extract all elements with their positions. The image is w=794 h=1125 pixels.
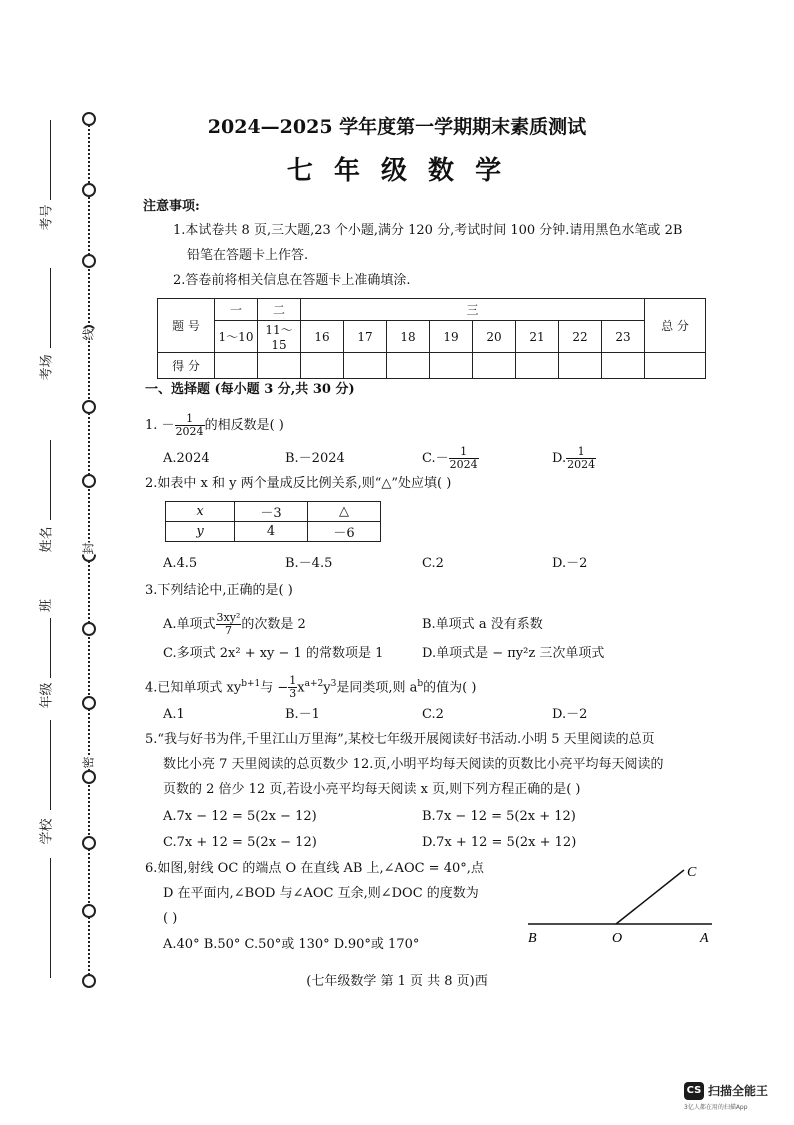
question-1-tail: 的相反数是( ) <box>204 418 284 433</box>
option-a: A.2024 <box>163 451 210 466</box>
table-cell: x <box>166 502 235 522</box>
question-number-cell: 16 <box>301 321 344 353</box>
option-c: C.2 <box>422 556 444 571</box>
point-label-c: C <box>687 865 697 880</box>
question-6-line-1: 6.如图,射线 OC 的端点 O 在直线 AB 上,∠AOC = 40°,点 <box>145 861 484 876</box>
option-c: C.多项式 2x² + xy − 1 的常数项是 1 <box>163 646 384 661</box>
question-number-cell: 23 <box>602 321 645 353</box>
question-6-options: A.40° B.50° C.50°或 130° D.90°或 170° <box>163 937 420 952</box>
option-d: D.单项式是 − πy²z 三次单项式 <box>422 646 605 661</box>
angle-figure <box>520 858 720 948</box>
score-cell[interactable] <box>516 353 559 379</box>
question-3-stem: 3.下列结论中,正确的是( ) <box>145 583 293 598</box>
fill-line-class[interactable] <box>50 618 51 678</box>
binding-ring <box>82 770 96 784</box>
label-total: 总 分 <box>645 299 706 353</box>
score-cell[interactable] <box>301 353 344 379</box>
stem-part: x <box>297 680 305 696</box>
fraction: $\frac{\text{3xy²}}{7}$ <box>216 611 241 637</box>
score-cell[interactable] <box>344 353 387 379</box>
score-table <box>157 298 706 379</box>
question-number-cell: 20 <box>473 321 516 353</box>
score-cell[interactable] <box>559 353 602 379</box>
fill-line-school[interactable] <box>50 858 51 978</box>
option-b: B.单项式 a 没有系数 <box>422 617 543 632</box>
score-cell[interactable] <box>473 353 516 379</box>
page-footer: (七年级数学 第 1 页 共 8 页)西 <box>306 974 488 989</box>
cut-mark-line: 线 <box>81 328 96 341</box>
notes-item-1-line-1: 1.本试卷共 8 页,三大题,23 个小题,满分 120 分,考试时间 100 分钟.请用黑色水笔或 2B <box>173 223 683 238</box>
fraction: $\frac{1}{2024}$ <box>567 445 596 471</box>
notes-item-2: 2.答卷前将相关信息在答题卡上准确填涂. <box>173 273 411 288</box>
point-label-b: B <box>528 931 537 946</box>
table-cell: 4 <box>235 522 308 542</box>
question-number-cell: 19 <box>430 321 473 353</box>
option-c-prefix: C.－ <box>422 451 449 466</box>
binding-ring <box>82 622 96 636</box>
option-b: B.－2024 <box>285 451 345 466</box>
option-d <box>552 446 596 471</box>
question-1-stem <box>145 413 284 438</box>
fraction: $\frac{1}{3}$ <box>289 674 297 701</box>
option-c: C.7x + 12 = 5(2x − 12) <box>163 835 317 850</box>
stem-part: 与 − <box>260 680 289 696</box>
cut-mark-secret: 密 <box>81 756 96 769</box>
score-cell[interactable] <box>387 353 430 379</box>
superscript: b+1 <box>241 679 261 689</box>
fraction: $\frac{1}{2024}$ <box>175 412 204 438</box>
superscript: b <box>417 679 424 689</box>
score-cell[interactable] <box>258 353 301 379</box>
point-label-o: O <box>612 931 623 946</box>
fill-line-name[interactable] <box>50 440 51 520</box>
notes-item-1-line-2: 铅笔在答题卡上作答. <box>187 248 309 263</box>
option-d: D.－2 <box>552 707 588 722</box>
section-1-heading: 一、选择题 (每小题 3 分,共 30 分) <box>145 382 355 397</box>
question-number-cell: 18 <box>387 321 430 353</box>
scanner-logo-icon: CS <box>684 1082 704 1100</box>
stem-part: 4.已知单项式 xy <box>145 680 242 696</box>
exam-title: 2024—2025 学年度第一学期期末素质测试 <box>207 116 587 138</box>
scanner-tagline: 3亿人都在用的扫描App <box>684 1104 748 1111</box>
binding-ring <box>82 254 96 268</box>
option-a-prefix: A.单项式 <box>163 617 216 632</box>
option-b: B.7x − 12 = 5(2x + 12) <box>422 809 576 824</box>
binding-ring <box>82 696 96 710</box>
margin-label-school: 学校 <box>39 818 55 845</box>
option-a: A.7x − 12 = 5(2x − 12) <box>163 809 317 824</box>
option-a-tail: 的次数是 2 <box>241 617 306 632</box>
option-d: D.7x + 12 = 5(2x + 12) <box>422 835 577 850</box>
table-cell: －6 <box>308 522 381 542</box>
question-number-cell: 17 <box>344 321 387 353</box>
table-cell: △ <box>308 502 381 522</box>
superscript: a+2 <box>304 679 324 689</box>
option-b: B.－1 <box>285 707 320 722</box>
option-a: A.4.5 <box>163 556 198 571</box>
fill-line-exam-room[interactable] <box>50 268 51 348</box>
fill-line-grade[interactable] <box>50 720 51 810</box>
option-a <box>163 612 306 637</box>
question-6-line-2: D 在平面内,∠BOD 与∠AOC 互余,则∠DOC 的度数为 <box>163 886 479 901</box>
question-number: 1. <box>145 418 158 433</box>
score-cell[interactable] <box>602 353 645 379</box>
option-b: B.－4.5 <box>285 556 333 571</box>
question-4-stem <box>145 675 476 700</box>
score-cell[interactable] <box>215 353 258 379</box>
table-cell: －3 <box>235 502 308 522</box>
margin-label-name: 姓名 <box>39 526 55 553</box>
margin-label-exam-number: 考号 <box>39 204 55 231</box>
question-5-line-2: 数比小亮 7 天里阅读的总页数少 12.页,小明平均每天阅读的页数比小亮平均每天阅读的 <box>163 757 664 772</box>
section-header-1: 一 <box>215 299 258 321</box>
binding-ring <box>82 474 96 488</box>
stem-part: 的值为( ) <box>423 680 477 696</box>
stem-part: y <box>323 680 331 696</box>
question-number-cell: 21 <box>516 321 559 353</box>
question-6-line-3: ( ) <box>163 911 178 926</box>
scanner-app-name: 扫描全能王 <box>708 1084 769 1098</box>
binding-ring <box>82 400 96 414</box>
xy-table <box>165 501 381 542</box>
score-cell[interactable] <box>430 353 473 379</box>
label-question-number: 题 号 <box>158 299 215 353</box>
margin-label-exam-room: 考场 <box>39 354 55 381</box>
minus-sign: － <box>161 418 175 433</box>
superscript: 3 <box>330 679 337 689</box>
question-2-stem: 2.如表中 x 和 y 两个量成反比例关系,则“△”处应填( ) <box>145 476 452 491</box>
option-a: A.1 <box>163 707 185 722</box>
margin-label-class: 班 <box>39 598 55 613</box>
notes-heading: 注意事项: <box>143 199 200 214</box>
section-header-2: 二 <box>258 299 301 321</box>
option-c: C.2 <box>422 707 444 722</box>
range-cell: 11～15 <box>258 321 301 353</box>
subject-title: 七 年 级 数 学 <box>286 156 508 186</box>
margin-label-grade: 年级 <box>39 682 55 709</box>
binding-ring <box>82 836 96 850</box>
label-score: 得 分 <box>158 353 215 379</box>
question-5-line-3: 页数的 2 倍少 12 页,若设小亮平均每天阅读 x 页,则下列方程正确的是( ) <box>163 782 581 797</box>
section-header-3: 三 <box>301 299 645 321</box>
range-cell: 1～10 <box>215 321 258 353</box>
point-label-a: A <box>700 931 709 946</box>
fraction: $\frac{1}{2024}$ <box>449 445 478 471</box>
stem-part: 是同类项,则 a <box>336 680 418 696</box>
option-c <box>422 446 479 471</box>
option-d-prefix: D. <box>552 451 567 466</box>
cut-mark-seal: 封 <box>81 542 96 555</box>
option-d: D.－2 <box>552 556 588 571</box>
table-cell: y <box>166 522 235 542</box>
question-5-line-1: 5.“我与好书为伴,千里江山万里海”,某校七年级开展阅读好书活动.小明 5 天里阅读的总页 <box>145 732 655 747</box>
binding-ring <box>82 904 96 918</box>
question-number-cell: 22 <box>559 321 602 353</box>
ray-oc <box>616 870 684 924</box>
total-score-cell[interactable] <box>645 353 706 379</box>
